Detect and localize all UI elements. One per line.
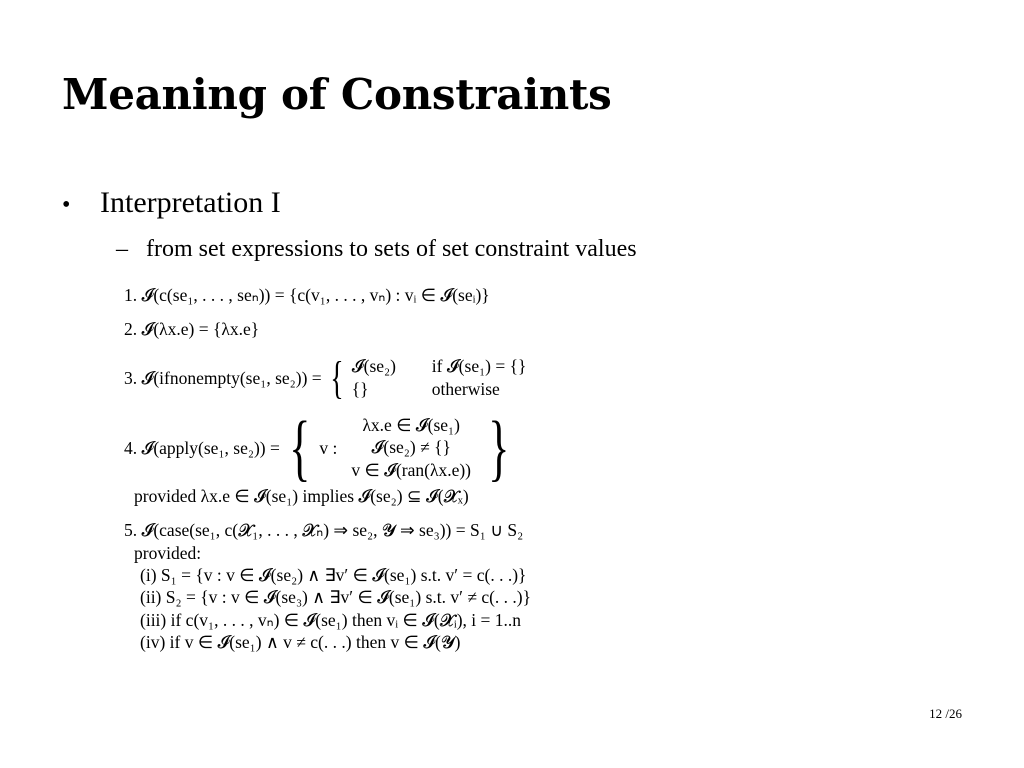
rule-3-case-1-value: 𝓘(se₂) — [351, 355, 396, 376]
bullet-item — [62, 186, 281, 220]
rule-5-provision-ii: (ii) S₂ = {v : v ∈ 𝓘(se₃) ∧ ∃v′ ∈ 𝓘(se₁) s.t. v′ ≠ c(. . .)} — [140, 587, 532, 608]
rule-3 — [124, 351, 684, 403]
rule-3-lhs: 3. 𝓘(ifnonempty(se₁, se₂)) = — [124, 367, 322, 388]
bullet-dot-icon: • — [62, 192, 71, 218]
sub-bullet-text: from set expressions to sets of set constraint values — [146, 236, 637, 262]
dash-icon: – — [116, 236, 128, 262]
rule-4-condition-1: λx.e ∈ 𝓘(se₁) — [362, 414, 460, 435]
page-number: 12 /26 — [929, 706, 962, 721]
bullet-text: Interpretation I — [100, 186, 281, 219]
left-brace-icon: { — [288, 406, 311, 489]
rule-5: 5. 𝓘(case(se₁, c(𝓧₁, . . . , 𝓧ₙ) ⇒ se₂, 𝓨 ⇒ se₃)) = S₁ ∪ S₂ — [124, 520, 524, 541]
rule-3-case-1-condition: if 𝓘(se₁) = {} — [431, 355, 527, 376]
left-brace-icon: { — [330, 351, 344, 403]
rule-5-provisions — [124, 564, 684, 654]
slide-title: Meaning of Constraints — [62, 70, 612, 119]
rule-4-condition-3: v ∈ 𝓘(ran(λx.e)) — [351, 460, 472, 481]
rule-4-element: v : — [319, 437, 338, 458]
rule-1: 1. 𝓘(c(se₁, . . . , seₙ)) = {c(v₁, . . . , vₙ) : vᵢ ∈ 𝓘(seᵢ)} — [124, 285, 490, 305]
rule-4-condition-2: 𝓘(se₂) ≠ {} — [371, 437, 451, 458]
rule-2: 2. 𝓘(λx.e) = {λx.e} — [124, 319, 260, 340]
rule-5-provision-i: (i) S₁ = {v : v ∈ 𝓘(se₂) ∧ ∃v′ ∈ 𝓘(se₁) s.t. v′ = c(. . .)} — [140, 564, 527, 585]
formula-block — [124, 284, 684, 654]
rule-5-provision-iv: (iv) if v ∈ 𝓘(se₁) ∧ v ≠ c(. . .) then v ∈ 𝓘(𝓨) — [140, 632, 461, 653]
rule-5-provided: provided: — [134, 542, 202, 563]
right-brace-icon: } — [488, 406, 510, 489]
rule-5-provision-iii: (iii) if c(v₁, . . . , vₙ) ∈ 𝓘(se₁) then vᵢ ∈ 𝓘(𝓧ᵢ), i = 1..n — [140, 609, 522, 630]
rule-4-conditions — [351, 414, 471, 482]
rule-3-case-2-condition: otherwise — [431, 379, 500, 400]
rule-4 — [124, 406, 684, 489]
sub-bullet-item — [116, 236, 637, 263]
rule-4-lhs: 4. 𝓘(apply(se₁, se₂)) = — [124, 437, 280, 458]
rule-3-cases — [352, 355, 527, 401]
rule-4-provided: provided λx.e ∈ 𝓘(se₁) implies 𝓘(se₂) ⊆ 𝓘(𝓧ₓ) — [134, 485, 469, 506]
rule-3-case-2-value: {} — [351, 379, 369, 400]
